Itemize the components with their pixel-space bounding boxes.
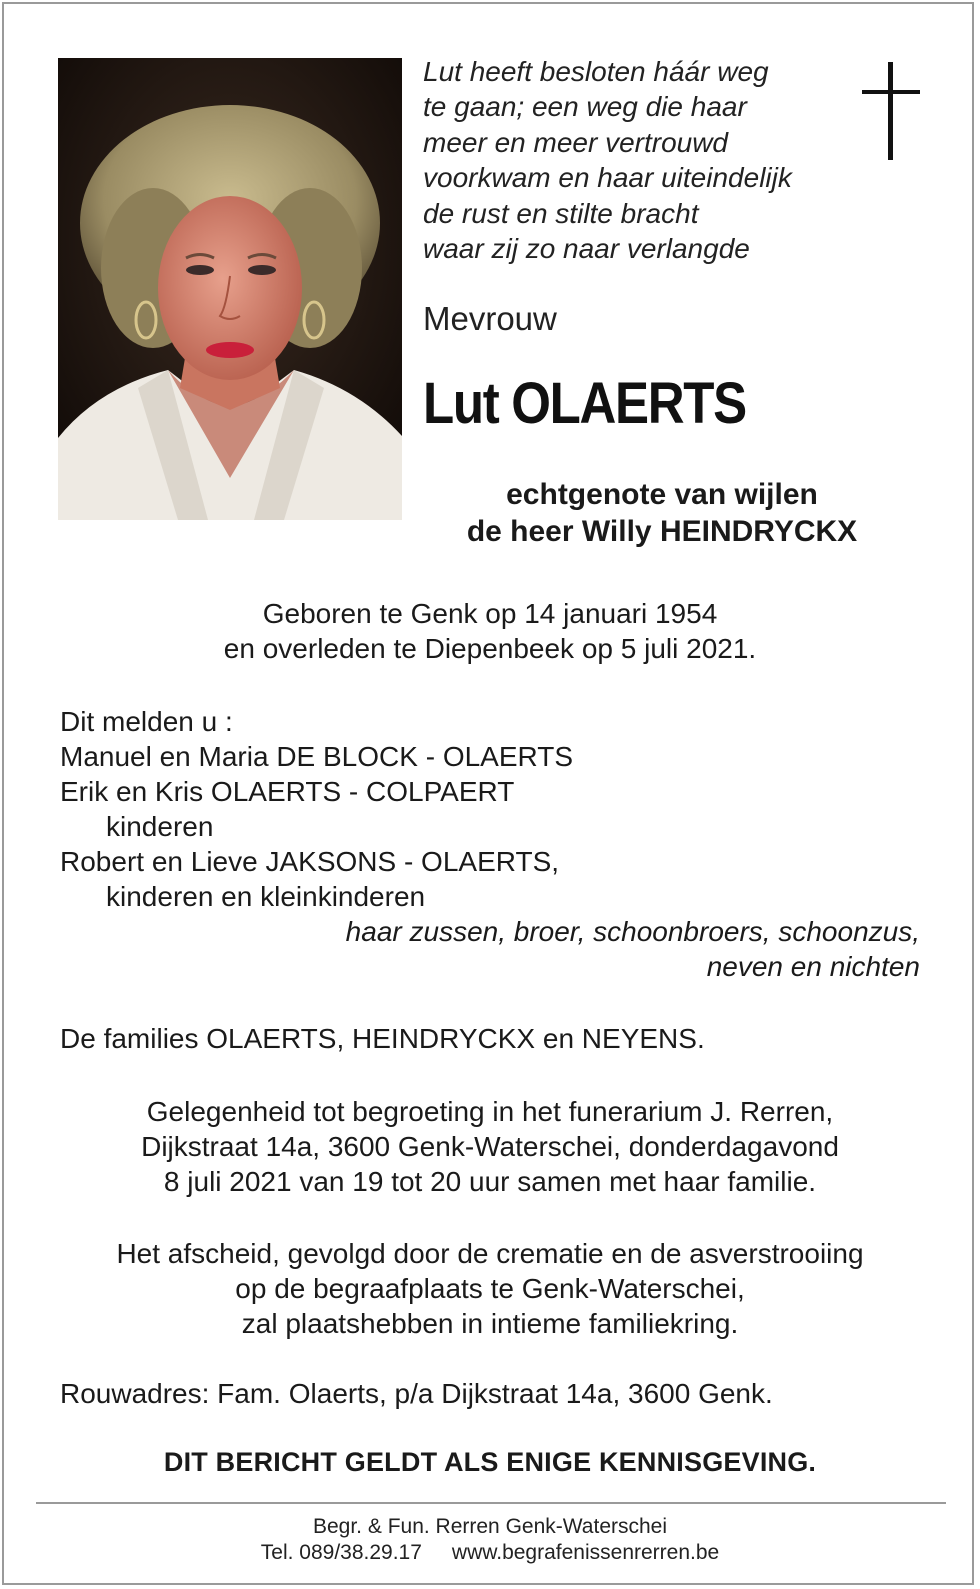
cross-icon: [862, 62, 920, 160]
relative-line: Manuel en Maria DE BLOCK - OLAERTS: [60, 741, 574, 772]
portrait-photo: [58, 58, 402, 520]
portrait-illustration: [58, 58, 402, 520]
website-link[interactable]: www.begrafenissenrerren.be: [451, 1541, 720, 1564]
honorific: Mevrouw: [423, 300, 557, 337]
relation-label: kinderen en kleinkinderen: [106, 881, 426, 912]
visitation-line: Gelegenheid tot begroeting in het funerarium J. Rerren,: [146, 1096, 834, 1127]
footer: [0, 1514, 980, 1566]
farewell-info: [0, 1236, 980, 1341]
verse-line: de rust en stilte bracht: [423, 197, 699, 229]
death-line: en overleden te Diepenbeek op 5 juli 2021.: [223, 633, 757, 664]
farewell-line: zal plaatshebben in intieme familiekring.: [241, 1308, 739, 1339]
relatives-italic: neven en nichten: [706, 951, 920, 982]
farewell-line: op de begraafplaats te Genk-Waterschei,: [235, 1273, 745, 1304]
verse-line: Lut heeft besloten háár weg: [423, 56, 769, 87]
footer-divider: [36, 1502, 946, 1504]
funeral-company: Begr. & Fun. Rerren Genk-Waterschei: [312, 1515, 668, 1538]
relatives-italic: haar zussen, broer, schoonbroers, schoonzus,: [345, 916, 920, 947]
announce-intro: Dit melden u :: [60, 706, 233, 737]
memorial-verse: [423, 54, 843, 266]
farewell-line: Het afscheid, gevolgd door de crematie en de asverstrooiing: [116, 1238, 864, 1269]
announcement-list: [60, 704, 920, 984]
relation-label: kinderen: [106, 811, 214, 842]
families-line: De families OLAERTS, HEINDRYCKX en NEYENS.: [60, 1023, 705, 1054]
verse-line: waar zij zo naar verlangde: [423, 233, 750, 265]
verse-line: voorkwam en haar uiteindelijk: [423, 162, 792, 194]
contact-line: [0, 1540, 980, 1566]
notice-heading: DIT BERICHT GELDT ALS ENIGE KENNISGEVING.: [163, 1447, 817, 1477]
deceased-name: Lut OLAERTS: [423, 371, 746, 436]
mourning-address: Rouwadres: Fam. Olaerts, p/a Dijkstraat 14a, 3600 Genk.: [60, 1378, 773, 1409]
relative-line: Robert en Lieve JAKSONS - OLAERTS,: [60, 846, 560, 877]
visitation-line: 8 juli 2021 van 19 tot 20 uur samen met haar familie.: [163, 1166, 817, 1197]
phone-number: Tel. 089/38.29.17: [260, 1541, 422, 1564]
visitation-line: Dijkstraat 14a, 3600 Genk-Waterschei, donderdagavond: [141, 1131, 839, 1162]
birth-line: Geboren te Genk op 14 januari 1954: [262, 598, 718, 629]
verse-line: meer en meer vertrouwd: [423, 126, 729, 158]
spouse-line: echtgenote van wijlen: [506, 478, 818, 511]
spouse-info: [423, 476, 901, 550]
visitation-info: [0, 1094, 980, 1199]
relative-line: Erik en Kris OLAERTS - COLPAERT: [60, 776, 515, 807]
spouse-line: de heer Willy HEINDRYCKX: [466, 515, 858, 548]
birth-death-dates: [0, 596, 980, 666]
verse-line: te gaan; een weg die haar: [423, 91, 747, 123]
